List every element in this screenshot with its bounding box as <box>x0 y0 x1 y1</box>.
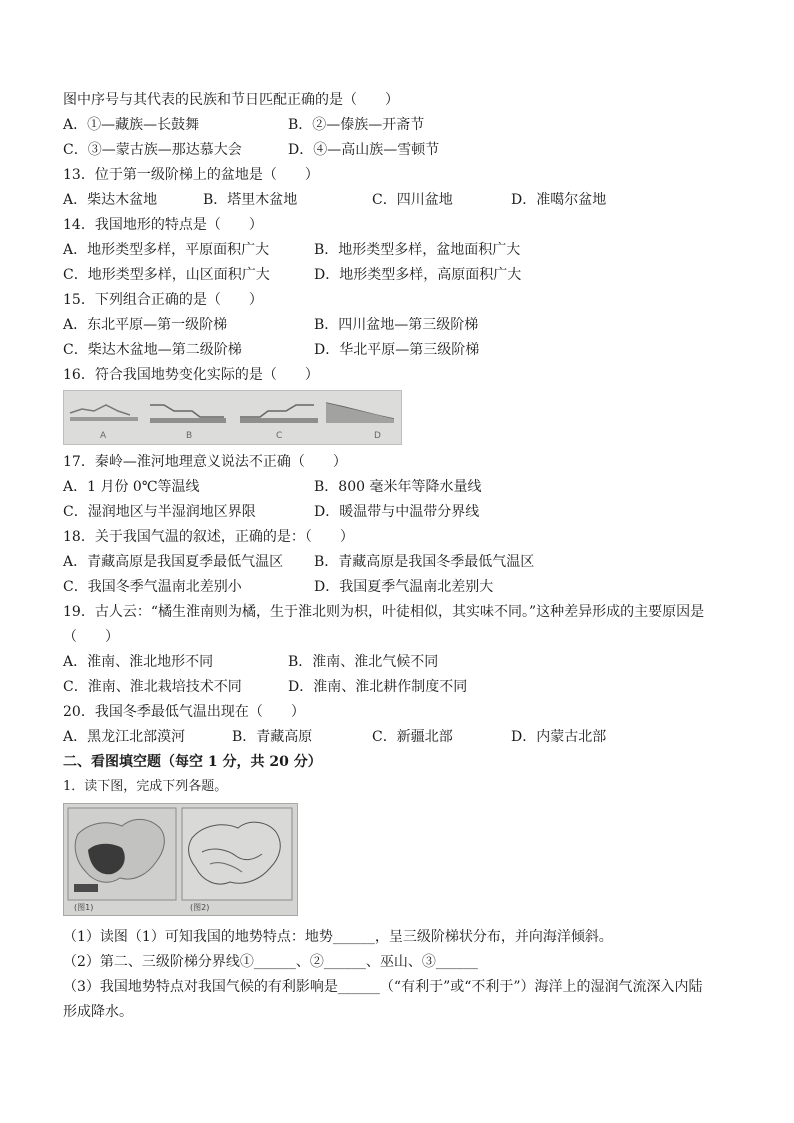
section-2-title: 二、看图填空题（每空 1 分，共 20 分） <box>63 754 322 770</box>
q14-option-d: D．地形类型多样，高原面积广大 <box>314 267 522 283</box>
q15-option-a: A．东北平原—第一级阶梯 <box>63 317 228 333</box>
q12-option-b: B．②—傣族—开斋节 <box>288 117 425 133</box>
q19-stem: 19．古人云：“橘生淮南则为橘，生于淮北则为枳，叶徒相似，其实味不同。”这种差异形成的主要原因是 <box>63 604 705 620</box>
q20-option-c: C．新疆北部 <box>372 729 453 745</box>
q17-option-a: A．1 月份 0℃等温线 <box>63 479 200 495</box>
q18-option-a: A．青藏高原是我国夏季最低气温区 <box>63 554 284 570</box>
q12-option-d: D．④—高山族—雪顿节 <box>288 142 440 158</box>
strip-label-c: C <box>276 431 283 441</box>
q14-option-c: C．地形类型多样，山区面积广大 <box>63 267 270 283</box>
q18-option-c: C．我国冬季气温南北差别小 <box>63 579 242 595</box>
q13-option-c: C．四川盆地 <box>372 192 453 208</box>
q18-option-b: B．青藏高原是我国冬季最低气温区 <box>314 554 535 570</box>
q13-option-d: D．准噶尔盆地 <box>511 192 607 208</box>
q18-option-d: D．我国夏季气温南北差别大 <box>314 579 494 595</box>
q17-option-b: B．800 毫米年等降水量线 <box>314 479 482 495</box>
q16-stem: 16．符合我国地势变化实际的是（ ） <box>63 367 319 383</box>
q15-option-b: B．四川盆地—第三级阶梯 <box>314 317 479 333</box>
q19-option-d: D．淮南、淮北耕作制度不同 <box>288 679 468 695</box>
q15-stem: 15．下列组合正确的是（ ） <box>63 292 263 308</box>
q13-option-b: B．塔里木盆地 <box>203 192 298 208</box>
q19-option-c: C．淮南、淮北栽培技术不同 <box>63 679 242 695</box>
map-figure-2 <box>182 808 292 912</box>
q17-option-c: C．湿润地区与半湿润地区界限 <box>63 504 256 520</box>
q17-option-d: D．暖温带与中温带分界线 <box>314 504 480 520</box>
terrain-profile-figure <box>63 390 402 445</box>
q19-stem-cont: （ ） <box>63 629 119 645</box>
fill1-stem: 1．读下图，完成下列各题。 <box>63 779 228 794</box>
q17-stem: 17．秦岭—淮河地理意义说法不正确（ ） <box>63 454 347 470</box>
strip-label-d: D <box>374 431 381 441</box>
q19-option-a: A．淮南、淮北地形不同 <box>63 654 214 670</box>
q13-stem: 13．位于第一级阶梯上的盆地是（ ） <box>63 167 319 183</box>
china-maps <box>64 804 297 915</box>
q20-option-d: D．内蒙古北部 <box>511 729 607 745</box>
q14-option-b: B．地形类型多样，盆地面积广大 <box>314 242 521 258</box>
q20-option-a: A．黑龙江北部漠河 <box>63 729 186 745</box>
q14-stem: 14．我国地形的特点是（ ） <box>63 217 263 233</box>
q13-option-a: A．柴达木盆地 <box>63 192 158 208</box>
map-figure-2-label: (图2) <box>190 903 210 912</box>
q14-option-a: A．地形类型多样，平原面积广大 <box>63 242 270 258</box>
fill1-part3-cont: 形成降水。 <box>63 1004 133 1020</box>
fill1-part1: （1）读图（1）可知我国的地势特点：地势______，呈三级阶梯状分布，并向海洋倾斜。 <box>63 929 613 945</box>
q12-option-a: A．①—藏族—长鼓舞 <box>63 117 200 133</box>
terrain-profiles <box>64 391 401 444</box>
q20-stem: 20．我国冬季最低气温出现在（ ） <box>63 704 305 720</box>
q12-stem: 图中序号与其代表的民族和节日匹配正确的是（ ） <box>63 92 399 108</box>
map-figure-1 <box>68 808 176 912</box>
q20-option-b: B．青藏高原 <box>232 729 313 745</box>
china-maps-figure <box>63 803 298 916</box>
q19-option-b: B．淮南、淮北气候不同 <box>288 654 439 670</box>
q18-stem: 18．关于我国气温的叙述，正确的是：（ ） <box>63 529 354 545</box>
strip-label-a: A <box>100 431 107 441</box>
q15-option-d: D．华北平原—第三级阶梯 <box>314 342 480 358</box>
q12-option-c: C．③—蒙古族—那达慕大会 <box>63 142 242 158</box>
map-figure-1-label: (图1) <box>74 903 94 912</box>
strip-label-b: B <box>186 431 193 441</box>
fill1-part2: （2）第二、三级阶梯分界线①______、②______、巫山、③______ <box>63 954 478 970</box>
fill1-part3: （3）我国地势特点对我国气候的有利影响是______（“有利于”或“不利于”）海洋上的湿润气流深入内陆 <box>63 979 703 995</box>
q15-option-c: C．柴达木盆地—第二级阶梯 <box>63 342 242 358</box>
